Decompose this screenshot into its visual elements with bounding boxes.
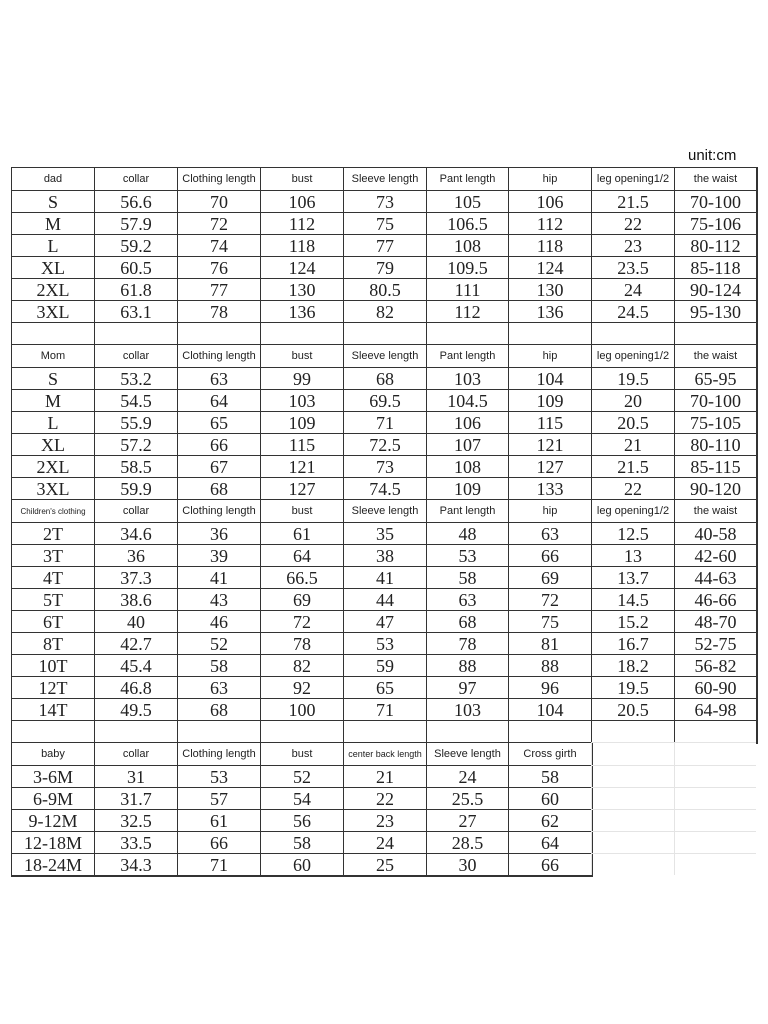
table-cell: 33.5 — [94, 831, 177, 853]
table-cell: 57.2 — [94, 433, 177, 455]
empty-cell — [591, 742, 674, 765]
table-cell: 23 — [591, 234, 674, 256]
empty-cell — [674, 765, 756, 787]
table-cell: 68 — [177, 477, 260, 499]
column-header: Pant length — [426, 499, 508, 522]
empty-cell — [426, 720, 508, 742]
table-cell: 106.5 — [426, 212, 508, 234]
size-label: 6-9M — [11, 787, 94, 809]
size-label: L — [11, 234, 94, 256]
table-cell: 73 — [343, 190, 426, 212]
table-cell: 70-100 — [674, 190, 756, 212]
empty-cell — [591, 787, 674, 809]
size-label: 10T — [11, 654, 94, 676]
table-cell: 121 — [508, 433, 591, 455]
table-cell: 64-98 — [674, 698, 756, 720]
table-cell: 46 — [177, 610, 260, 632]
table-cell: 104 — [508, 367, 591, 389]
table-cell: 109 — [508, 389, 591, 411]
table-cell: 60.5 — [94, 256, 177, 278]
table-cell: 103 — [260, 389, 343, 411]
table-cell: 107 — [426, 433, 508, 455]
table-cell: 20 — [591, 389, 674, 411]
size-label: 14T — [11, 698, 94, 720]
table-cell: 66 — [177, 831, 260, 853]
table-cell: 59.2 — [94, 234, 177, 256]
table-cell: 60-90 — [674, 676, 756, 698]
empty-cell — [591, 831, 674, 853]
table-cell: 60 — [508, 787, 591, 809]
table-cell: 34.3 — [94, 853, 177, 875]
table-cell: 136 — [260, 300, 343, 322]
table-cell: 80-112 — [674, 234, 756, 256]
table-cell: 74.5 — [343, 477, 426, 499]
table-cell: 37.3 — [94, 566, 177, 588]
column-header: Sleeve length — [343, 499, 426, 522]
table-cell: 63 — [508, 522, 591, 544]
table-cell: 40-58 — [674, 522, 756, 544]
table-cell: 124 — [508, 256, 591, 278]
column-header: leg opening1/2 — [591, 344, 674, 367]
empty-cell — [260, 322, 343, 344]
size-label: 18-24M — [11, 853, 94, 875]
table-cell: 28.5 — [426, 831, 508, 853]
table-cell: 16.7 — [591, 632, 674, 654]
table-cell: 75-105 — [674, 411, 756, 433]
column-header: hip — [508, 344, 591, 367]
column-header: bust — [260, 742, 343, 765]
table-cell: 63 — [426, 588, 508, 610]
table-cell: 104 — [508, 698, 591, 720]
table-cell: 58 — [177, 654, 260, 676]
size-label: M — [11, 389, 94, 411]
size-label: L — [11, 411, 94, 433]
empty-cell — [260, 720, 343, 742]
size-label: 12T — [11, 676, 94, 698]
column-header: Clothing length — [177, 344, 260, 367]
table-cell: 24 — [343, 831, 426, 853]
table-cell: 78 — [426, 632, 508, 654]
table-cell: 106 — [260, 190, 343, 212]
table-cell: 109.5 — [426, 256, 508, 278]
table-cell: 22 — [591, 212, 674, 234]
size-label: XL — [11, 256, 94, 278]
table-cell: 111 — [426, 278, 508, 300]
column-header: the waist — [674, 499, 756, 522]
column-header: hip — [508, 499, 591, 522]
table-cell: 112 — [260, 212, 343, 234]
table-cell: 66 — [508, 544, 591, 566]
empty-cell — [591, 809, 674, 831]
table-cell: 112 — [508, 212, 591, 234]
section-title: baby — [11, 742, 94, 765]
table-cell: 41 — [343, 566, 426, 588]
table-cell: 109 — [426, 477, 508, 499]
size-label: 3XL — [11, 477, 94, 499]
table-cell: 106 — [426, 411, 508, 433]
table-cell: 115 — [260, 433, 343, 455]
table-cell: 104.5 — [426, 389, 508, 411]
table-cell: 69 — [508, 566, 591, 588]
table-bottom-border — [11, 875, 593, 877]
empty-cell — [591, 765, 674, 787]
table-cell: 40 — [94, 610, 177, 632]
size-label: 3-6M — [11, 765, 94, 787]
empty-cell — [674, 322, 756, 344]
table-cell: 49.5 — [94, 698, 177, 720]
column-header: Sleeve length — [343, 344, 426, 367]
table-cell: 124 — [260, 256, 343, 278]
empty-cell — [11, 322, 94, 344]
size-label: 2T — [11, 522, 94, 544]
column-header: Clothing length — [177, 499, 260, 522]
table-cell: 76 — [177, 256, 260, 278]
size-label: 3T — [11, 544, 94, 566]
table-cell: 108 — [426, 234, 508, 256]
table-cell: 53 — [177, 765, 260, 787]
table-cell: 24 — [426, 765, 508, 787]
table-cell: 21.5 — [591, 190, 674, 212]
empty-cell — [177, 720, 260, 742]
size-label: XL — [11, 433, 94, 455]
table-cell: 52 — [260, 765, 343, 787]
table-cell: 75 — [343, 212, 426, 234]
column-header: leg opening1/2 — [591, 499, 674, 522]
table-cell: 62 — [508, 809, 591, 831]
table-cell: 38 — [343, 544, 426, 566]
table-cell: 45.4 — [94, 654, 177, 676]
unit-label: unit:cm — [688, 147, 737, 164]
table-cell: 39 — [177, 544, 260, 566]
column-header: Clothing length — [177, 167, 260, 190]
table-cell: 48 — [426, 522, 508, 544]
column-header: bust — [260, 167, 343, 190]
table-cell: 38.6 — [94, 588, 177, 610]
table-cell: 136 — [508, 300, 591, 322]
table-cell: 52 — [177, 632, 260, 654]
table-cell: 85-115 — [674, 455, 756, 477]
table-cell: 44 — [343, 588, 426, 610]
table-cell: 63 — [177, 367, 260, 389]
empty-cell — [674, 853, 756, 875]
table-cell: 56 — [260, 809, 343, 831]
table-cell: 18.2 — [591, 654, 674, 676]
column-header: the waist — [674, 167, 756, 190]
table-cell: 80-110 — [674, 433, 756, 455]
empty-cell — [177, 322, 260, 344]
column-header: hip — [508, 167, 591, 190]
size-label: 2XL — [11, 455, 94, 477]
table-cell: 43 — [177, 588, 260, 610]
table-cell: 78 — [177, 300, 260, 322]
table-cell: 77 — [343, 234, 426, 256]
table-cell: 13.7 — [591, 566, 674, 588]
table-cell: 72.5 — [343, 433, 426, 455]
table-cell: 108 — [426, 455, 508, 477]
empty-cell — [508, 720, 591, 742]
size-label: 3XL — [11, 300, 94, 322]
table-cell: 24.5 — [591, 300, 674, 322]
table-cell: 56.6 — [94, 190, 177, 212]
table-cell: 77 — [177, 278, 260, 300]
table-cell: 27 — [426, 809, 508, 831]
table-cell: 52-75 — [674, 632, 756, 654]
empty-cell — [94, 322, 177, 344]
table-cell: 109 — [260, 411, 343, 433]
table-cell: 68 — [426, 610, 508, 632]
table-cell: 82 — [343, 300, 426, 322]
table-cell: 21 — [591, 433, 674, 455]
column-header: collar — [94, 742, 177, 765]
empty-cell — [591, 322, 674, 344]
table-cell: 127 — [260, 477, 343, 499]
empty-cell — [674, 742, 756, 765]
size-label: S — [11, 367, 94, 389]
table-cell: 56-82 — [674, 654, 756, 676]
table-cell: 130 — [508, 278, 591, 300]
table-cell: 64 — [177, 389, 260, 411]
column-header: center back length — [343, 742, 426, 765]
table-cell: 127 — [508, 455, 591, 477]
table-cell: 44-63 — [674, 566, 756, 588]
table-cell: 65-95 — [674, 367, 756, 389]
table-cell: 46-66 — [674, 588, 756, 610]
column-header: Pant length — [426, 167, 508, 190]
empty-cell — [11, 720, 94, 742]
empty-cell — [343, 322, 426, 344]
table-cell: 75-106 — [674, 212, 756, 234]
table-cell: 42-60 — [674, 544, 756, 566]
table-cell: 69 — [260, 588, 343, 610]
column-header: bust — [260, 499, 343, 522]
table-cell: 58.5 — [94, 455, 177, 477]
size-label: 8T — [11, 632, 94, 654]
column-header: Cross girth — [508, 742, 591, 765]
table-cell: 70-100 — [674, 389, 756, 411]
table-cell: 58 — [260, 831, 343, 853]
empty-cell — [94, 720, 177, 742]
table-cell: 31 — [94, 765, 177, 787]
table-cell: 24 — [591, 278, 674, 300]
table-cell: 48-70 — [674, 610, 756, 632]
table-cell: 105 — [426, 190, 508, 212]
table-cell: 23.5 — [591, 256, 674, 278]
table-cell: 90-124 — [674, 278, 756, 300]
table-cell: 60 — [260, 853, 343, 875]
size-label: 9-12M — [11, 809, 94, 831]
table-cell: 72 — [508, 588, 591, 610]
table-cell: 115 — [508, 411, 591, 433]
size-label: 6T — [11, 610, 94, 632]
table-cell: 34.6 — [94, 522, 177, 544]
table-cell: 64 — [260, 544, 343, 566]
table-cell: 31.7 — [94, 787, 177, 809]
column-header: collar — [94, 344, 177, 367]
size-label: 5T — [11, 588, 94, 610]
table-cell: 103 — [426, 367, 508, 389]
empty-cell — [674, 720, 756, 742]
column-header: collar — [94, 499, 177, 522]
table-cell: 69.5 — [343, 389, 426, 411]
table-cell: 57 — [177, 787, 260, 809]
table-right-border — [756, 167, 758, 744]
table-cell: 68 — [177, 698, 260, 720]
table-cell: 13 — [591, 544, 674, 566]
table-cell: 47 — [343, 610, 426, 632]
column-header: leg opening1/2 — [591, 167, 674, 190]
table-cell: 19.5 — [591, 367, 674, 389]
table-cell: 81 — [508, 632, 591, 654]
table-cell: 42.7 — [94, 632, 177, 654]
table-cell: 21 — [343, 765, 426, 787]
table-cell: 30 — [426, 853, 508, 875]
table-cell: 53 — [426, 544, 508, 566]
table-cell: 71 — [343, 698, 426, 720]
table-cell: 97 — [426, 676, 508, 698]
table-cell: 130 — [260, 278, 343, 300]
table-cell: 63.1 — [94, 300, 177, 322]
table-cell: 72 — [260, 610, 343, 632]
table-cell: 118 — [260, 234, 343, 256]
table-cell: 59.9 — [94, 477, 177, 499]
table-cell: 75 — [508, 610, 591, 632]
table-cell: 19.5 — [591, 676, 674, 698]
table-cell: 80.5 — [343, 278, 426, 300]
table-cell: 15.2 — [591, 610, 674, 632]
section-title: Children's clothing — [11, 499, 94, 522]
table-cell: 133 — [508, 477, 591, 499]
table-cell: 53.2 — [94, 367, 177, 389]
table-cell: 96 — [508, 676, 591, 698]
section-title: dad — [11, 167, 94, 190]
table-cell: 78 — [260, 632, 343, 654]
column-header: the waist — [674, 344, 756, 367]
table-cell: 22 — [343, 787, 426, 809]
table-cell: 20.5 — [591, 411, 674, 433]
table-cell: 32.5 — [94, 809, 177, 831]
table-cell: 14.5 — [591, 588, 674, 610]
size-label: S — [11, 190, 94, 212]
table-cell: 23 — [343, 809, 426, 831]
table-cell: 41 — [177, 566, 260, 588]
table-cell: 35 — [343, 522, 426, 544]
table-cell: 74 — [177, 234, 260, 256]
table-cell: 95-130 — [674, 300, 756, 322]
empty-cell — [674, 809, 756, 831]
column-header: collar — [94, 167, 177, 190]
table-cell: 25 — [343, 853, 426, 875]
table-cell: 71 — [177, 853, 260, 875]
empty-cell — [674, 831, 756, 853]
table-cell: 66 — [177, 433, 260, 455]
table-cell: 121 — [260, 455, 343, 477]
table-cell: 66 — [508, 853, 591, 875]
size-label: M — [11, 212, 94, 234]
column-header: bust — [260, 344, 343, 367]
table-cell: 88 — [426, 654, 508, 676]
table-cell: 46.8 — [94, 676, 177, 698]
table-cell: 88 — [508, 654, 591, 676]
table-cell: 22 — [591, 477, 674, 499]
section-title: Mom — [11, 344, 94, 367]
table-cell: 92 — [260, 676, 343, 698]
empty-cell — [591, 853, 674, 875]
empty-cell — [591, 720, 674, 742]
size-label: 12-18M — [11, 831, 94, 853]
table-cell: 112 — [426, 300, 508, 322]
table-cell: 61 — [260, 522, 343, 544]
table-cell: 72 — [177, 212, 260, 234]
table-cell: 58 — [426, 566, 508, 588]
table-cell: 70 — [177, 190, 260, 212]
table-cell: 67 — [177, 455, 260, 477]
table-cell: 106 — [508, 190, 591, 212]
column-header: Pant length — [426, 344, 508, 367]
column-header: Sleeve length — [343, 167, 426, 190]
table-cell: 12.5 — [591, 522, 674, 544]
table-cell: 82 — [260, 654, 343, 676]
size-label: 2XL — [11, 278, 94, 300]
column-header: Sleeve length — [426, 742, 508, 765]
table-cell: 64 — [508, 831, 591, 853]
table-cell: 63 — [177, 676, 260, 698]
table-cell: 54 — [260, 787, 343, 809]
table-cell: 59 — [343, 654, 426, 676]
table-cell: 57.9 — [94, 212, 177, 234]
table-cell: 20.5 — [591, 698, 674, 720]
empty-cell — [426, 322, 508, 344]
column-header: Clothing length — [177, 742, 260, 765]
table-cell: 103 — [426, 698, 508, 720]
table-cell: 36 — [177, 522, 260, 544]
table-cell: 90-120 — [674, 477, 756, 499]
empty-cell — [508, 322, 591, 344]
empty-cell — [674, 787, 756, 809]
size-label: 4T — [11, 566, 94, 588]
table-cell: 58 — [508, 765, 591, 787]
table-cell: 66.5 — [260, 566, 343, 588]
empty-cell — [343, 720, 426, 742]
table-cell: 65 — [177, 411, 260, 433]
table-cell: 118 — [508, 234, 591, 256]
table-cell: 68 — [343, 367, 426, 389]
table-cell: 79 — [343, 256, 426, 278]
table-cell: 65 — [343, 676, 426, 698]
table-cell: 55.9 — [94, 411, 177, 433]
table-cell: 99 — [260, 367, 343, 389]
table-cell: 21.5 — [591, 455, 674, 477]
table-cell: 25.5 — [426, 787, 508, 809]
table-cell: 61.8 — [94, 278, 177, 300]
table-cell: 53 — [343, 632, 426, 654]
table-cell: 100 — [260, 698, 343, 720]
table-cell: 61 — [177, 809, 260, 831]
table-cell: 85-118 — [674, 256, 756, 278]
table-cell: 71 — [343, 411, 426, 433]
table-cell: 73 — [343, 455, 426, 477]
table-cell: 36 — [94, 544, 177, 566]
table-cell: 54.5 — [94, 389, 177, 411]
